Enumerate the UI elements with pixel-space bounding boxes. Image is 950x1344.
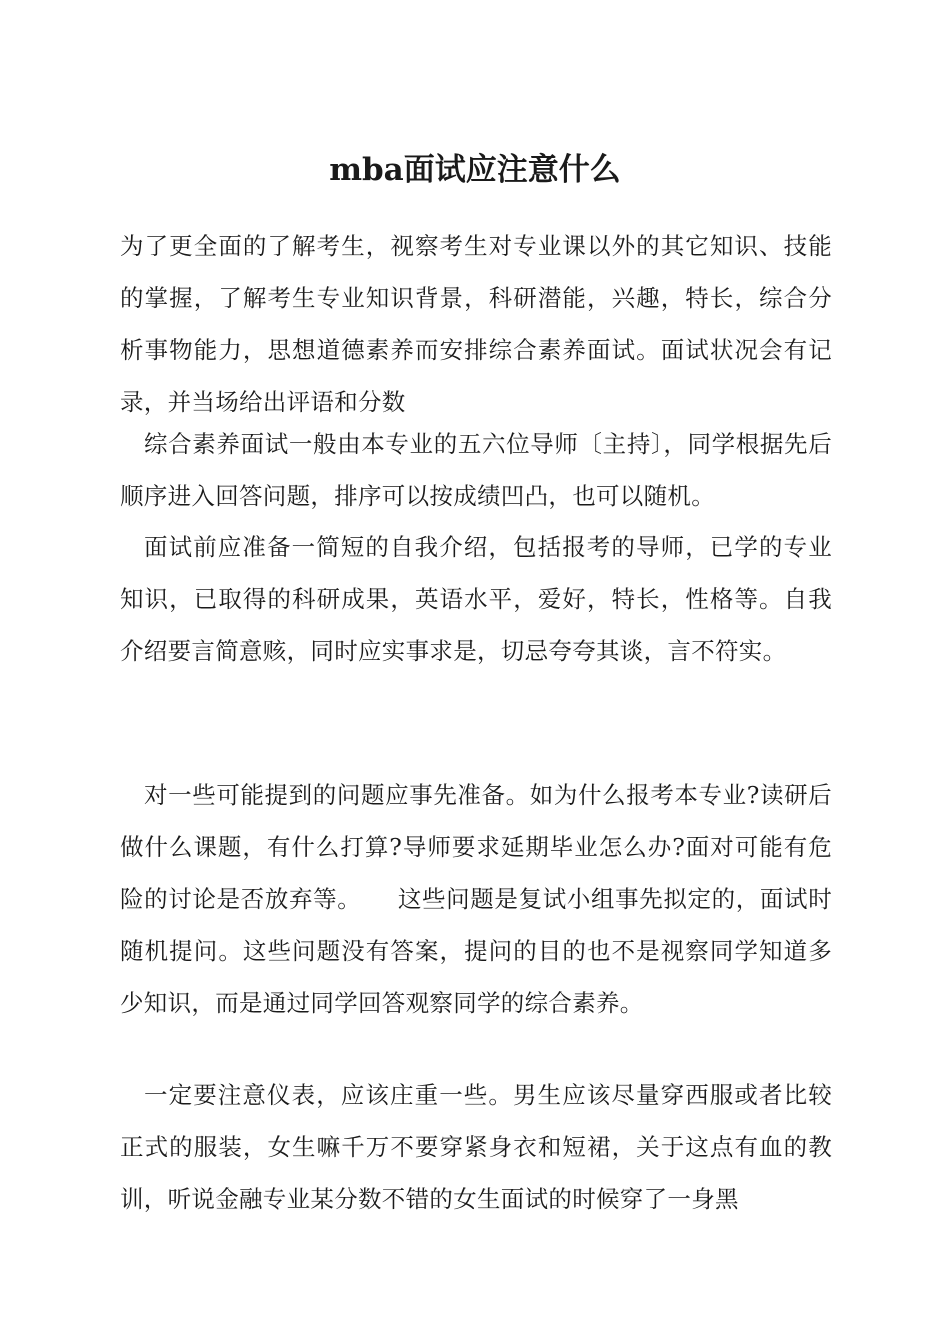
paragraph-4: 对一些可能提到的问题应事先准备。如为什么报考本专业?读研后做什么课题，有什么打算?导师要求延期毕业怎么办?面对可能有危险的讨论是否放弃等。 这些问题是复试小组事先拟定的，面试时随机提问。这些问题没有答案，提问的目的也不是视察同学知道多少知识，而是通过同学回答观察同学的综合素养。	[120, 781, 832, 1017]
paragraph-1: 为了更全面的了解考生，视察考生对专业课以外的其它知识、技能的掌握，了解考生专业知识背景，科研潜能，兴趣，特长，综合分析事物能力，思想道德素养而安排综合素养面试。面试状况会有记录，并当场给出评语和分数	[120, 232, 832, 416]
paragraph-2: 综合素养面试一般由本专业的五六位导师〔主持〕，同学根据先后顺序进入回答问题，排序可以按成绩凹凸，也可以随机。	[120, 430, 832, 510]
paragraph-3: 面试前应准备一简短的自我介绍，包括报考的导师，已学的专业知识，已取得的科研成果，英语水平，爱好，特长，性格等。自我介绍要言简意赅，同时应实事求是，切忌夸夸其谈，言不符实。	[120, 533, 832, 665]
paragraph-5: 一定要注意仪表，应该庄重一些。男生应该尽量穿西服或者比较正式的服装，女生嘛千万不要穿紧身衣和短裙，关于这点有血的教训，听说金融专业某分数不错的女生面试的时候穿了一身黑	[120, 1081, 832, 1213]
document-title: mba面试应注意什么	[329, 152, 621, 188]
